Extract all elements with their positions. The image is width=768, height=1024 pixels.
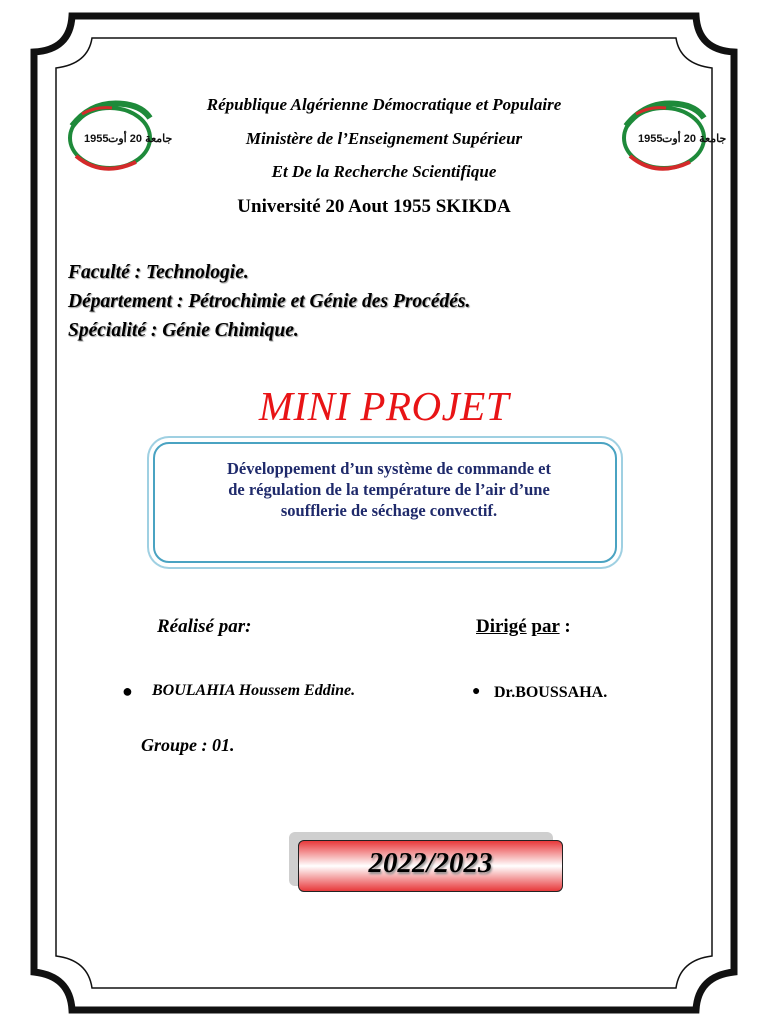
ministry-heading: Ministère de l’Enseignement Supérieur	[245, 129, 523, 148]
logo-arabic-left: جامعة 20 أوت	[108, 133, 173, 145]
university-name: Université 20 Aout 1955 SKIKDA	[237, 196, 511, 217]
realized-by-label: Réalisé par:	[157, 616, 252, 637]
group-label: Groupe : 01.	[141, 735, 235, 755]
subject-line-3: soufflerie de séchage convectif.	[280, 501, 498, 520]
student-name: BOULAHIA Houssem Eddine.	[152, 682, 356, 699]
faculty-line: Faculté : Technologie.	[68, 262, 249, 283]
par-word: par	[531, 616, 560, 637]
logo-year-left: 1955	[84, 133, 109, 145]
department-line: Département : Pétrochimie et Génie des Procédés.	[68, 291, 471, 312]
directed-word: Dirigé	[476, 616, 527, 637]
specialty-line: Spécialité : Génie Chimique.	[68, 320, 299, 341]
supervisor-name: Dr.BOUSSAHA.	[494, 684, 608, 701]
student-bullet-icon: ●	[122, 681, 133, 701]
supervisor-bullet-icon: ●	[472, 684, 481, 699]
subject-line-1: Développement d’un système de commande et	[227, 459, 551, 478]
directed-by-label	[476, 616, 571, 638]
directed-colon: :	[559, 616, 571, 637]
logo-arabic-right: جامعة 20 أوت	[662, 133, 727, 145]
logo-year-right: 1955	[638, 133, 663, 145]
project-title: MINI PROJET	[258, 383, 510, 429]
republic-heading: République Algérienne Démocratique et Populaire	[206, 95, 562, 114]
subject-text	[175, 458, 603, 521]
subject-line-2: de régulation de la température de l’air d’une	[228, 480, 550, 499]
academic-year: 2022/2023	[368, 847, 493, 879]
research-heading: Et De la Recherche Scientifique	[271, 162, 497, 181]
